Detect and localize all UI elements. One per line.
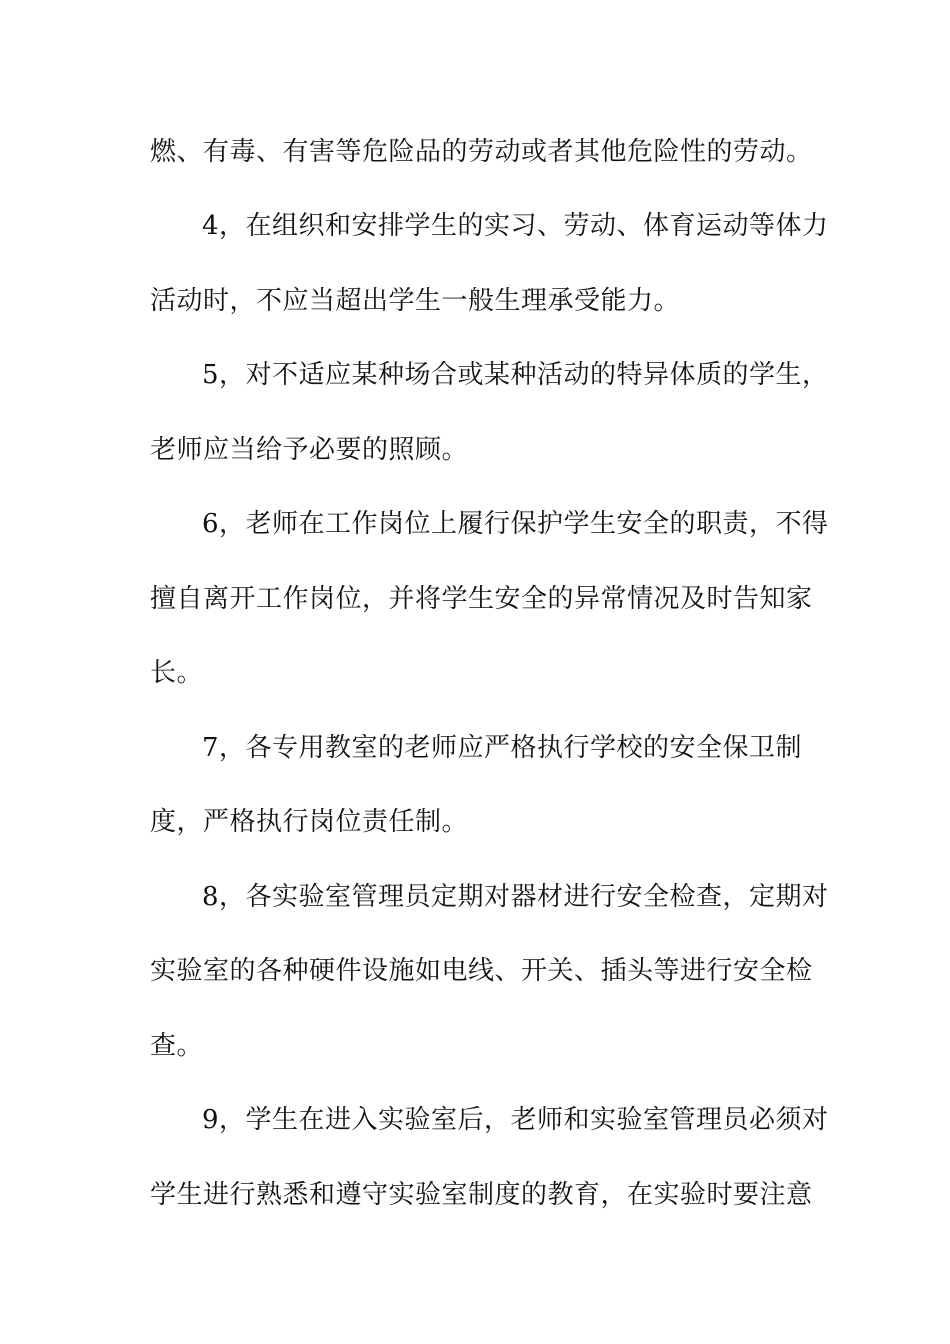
paragraph-6-line-3: 长。: [150, 658, 204, 688]
paragraph-9-line-2: 学生进行熟悉和遵守实验室制度的教育，在实验时要注意: [150, 1180, 813, 1210]
paragraph-7-line-1: 7，各专用教室的老师应严格执行学校的安全保卫制: [202, 733, 803, 763]
paragraph-8-line-2: 实验室的各种硬件设施如电线、开关、插头等进行安全检: [150, 956, 813, 986]
text-line: 燃、有毒、有害等危险品的劳动或者其他危险性的劳动。: [150, 137, 813, 167]
paragraph-6-line-1: 6，老师在工作岗位上履行保护学生安全的职责，不得: [202, 509, 829, 539]
paragraph-4-line-1: 4，在组织和安排学生的实习、劳动、体育运动等体力: [202, 211, 829, 241]
paragraph-8-line-1: 8，各实验室管理员定期对器材进行安全检查，定期对: [202, 882, 829, 912]
paragraph-4-line-2: 活动时，不应当超出学生一般生理承受能力。: [150, 286, 681, 316]
paragraph-8-line-3: 查。: [150, 1031, 204, 1061]
paragraph-5-line-1: 5，对不适应某种场合或某种活动的特异体质的学生，: [202, 360, 829, 390]
paragraph-7-line-2: 度，严格执行岗位责任制。: [150, 807, 469, 837]
paragraph-6-line-2: 擅自离开工作岗位，并将学生安全的异常情况及时告知家: [150, 584, 813, 614]
paragraph-9-line-1: 9，学生在进入实验室后，老师和实验室管理员必须对: [202, 1105, 829, 1135]
paragraph-5-line-2: 老师应当给予必要的照顾。: [150, 435, 469, 465]
